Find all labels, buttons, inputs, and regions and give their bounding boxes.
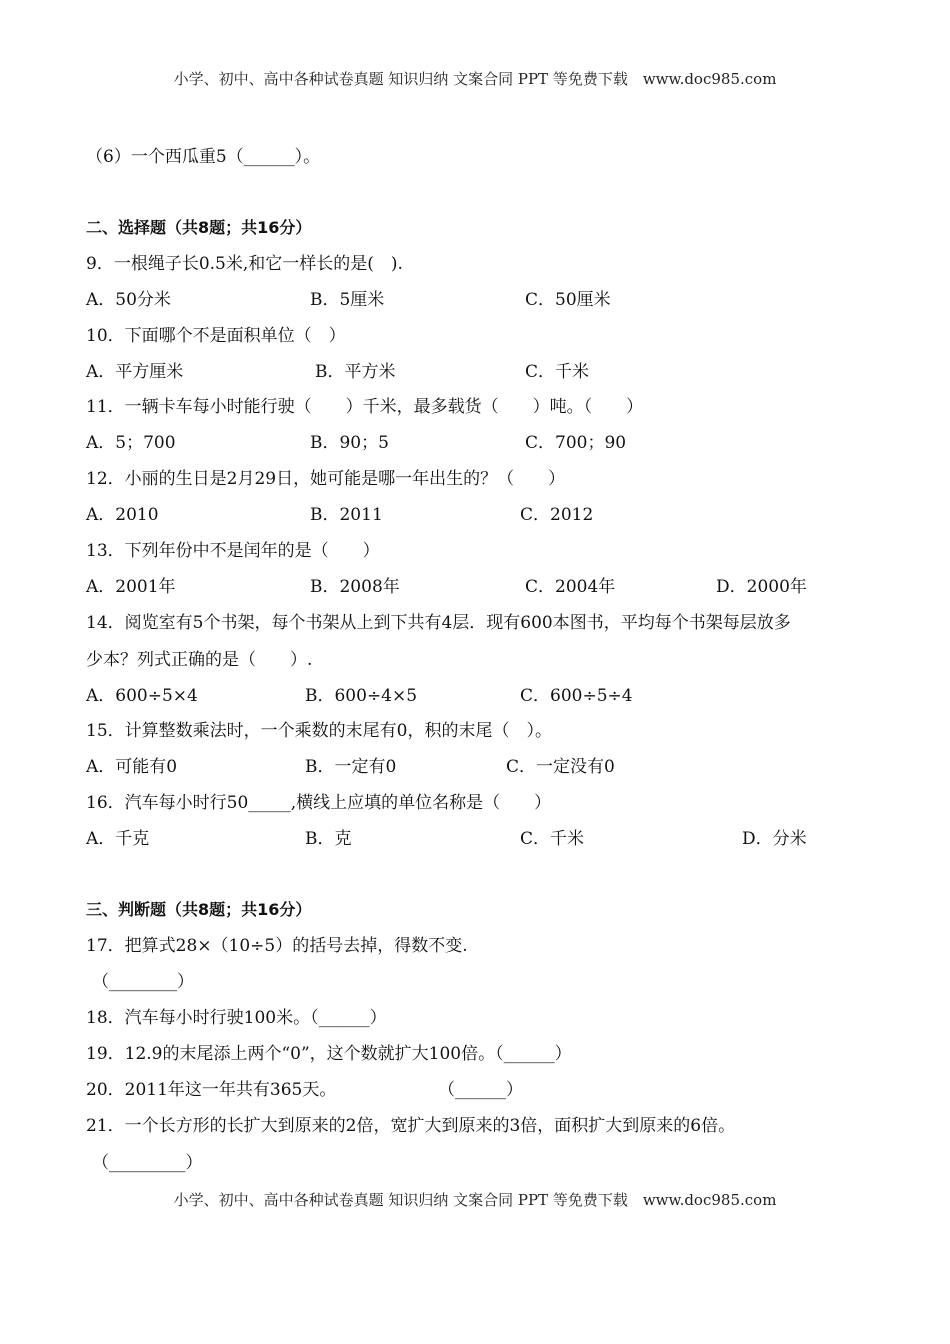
- q12-option-c: C．2012: [520, 505, 594, 525]
- page-footer: 小学、初中、高中各种试卷真题 知识归纳 文案合同 PPT 等免费下载 www.doc985.com: [173, 1191, 777, 1209]
- q15-option-a: A．可能有0: [86, 757, 178, 777]
- q14-option-c: C．600÷5÷4: [520, 686, 633, 706]
- q16-option-a: A．千克: [86, 829, 150, 849]
- q11-option-c: C．700；90: [525, 433, 627, 453]
- q13-option-d: D．2000年: [716, 577, 807, 597]
- question-12: 12．小丽的生日是2月29日，她可能是哪一年出生的？（ ）: [86, 469, 566, 489]
- q16-option-d: D．分米: [742, 829, 807, 849]
- question-14: 14．阅览室有5个书架，每个书架从上到下共有4层．现有600本图书，平均每个书架每层放多: [86, 613, 791, 633]
- q14-option-a: A．600÷5×4: [86, 686, 198, 706]
- judge-item-17: 17．把算式28×（10÷5）的括号去掉，得数不变.: [86, 936, 468, 956]
- q9-option-a: A．50分米: [86, 290, 171, 310]
- q10-option-b: B．平方米: [315, 362, 396, 382]
- judge-item-17-answer: （________）: [92, 972, 194, 992]
- q9-option-c: C．50厘米: [525, 290, 611, 310]
- q13-option-a: A．2001年: [86, 577, 176, 597]
- fill-item-6: （6）一个西瓜重5（______）。: [86, 147, 321, 167]
- page-header: 小学、初中、高中各种试卷真题 知识归纳 文案合同 PPT 等免费下载 www.doc985.com: [173, 70, 777, 88]
- question-10: 10．下面哪个不是面积单位（ ）: [86, 326, 346, 346]
- q15-option-c: C．一定没有0: [506, 757, 615, 777]
- judge-item-19: 19．12.9的末尾添上两个“0”，这个数就扩大100倍。（______）: [86, 1044, 572, 1064]
- question-16: 16．汽车每小时行50_____,横线上应填的单位名称是（ ）: [86, 793, 552, 813]
- question-9: 9．一根绳子长0.5米,和它一样长的是( ).: [86, 254, 403, 274]
- q13-option-c: C．2004年: [525, 577, 616, 597]
- section-3-title: 三、判断题（共8题；共16分）: [86, 900, 312, 919]
- q11-option-a: A．5；700: [86, 433, 176, 453]
- q10-option-c: C．千米: [525, 362, 590, 382]
- question-11: 11．一辆卡车每小时能行驶（ ）千米，最多载货（ ）吨。（ ）: [86, 397, 644, 417]
- q11-option-b: B．90；5: [310, 433, 389, 453]
- judge-item-18: 18．汽车每小时行驶100米。（______）: [86, 1008, 387, 1028]
- question-14-continued: 少本？列式正确的是（ ）.: [86, 650, 313, 670]
- q10-option-a: A．平方厘米: [86, 362, 184, 382]
- question-15: 15．计算整数乘法时，一个乘数的末尾有0，积的末尾（ ）。: [86, 721, 552, 741]
- q12-option-b: B．2011: [310, 505, 383, 525]
- judge-item-21-answer: （_________）: [92, 1153, 203, 1173]
- judge-item-20: 20．2011年这一年共有365天。: [86, 1080, 337, 1100]
- question-13: 13．下列年份中不是闰年的是（ ）: [86, 541, 380, 561]
- section-2-title: 二、选择题（共8题；共16分）: [86, 218, 312, 237]
- judge-item-20-answer: （______）: [438, 1080, 523, 1100]
- q9-option-b: B．5厘米: [310, 290, 385, 310]
- q12-option-a: A．2010: [86, 505, 159, 525]
- q14-option-b: B．600÷4×5: [305, 686, 418, 706]
- q16-option-b: B．克: [305, 829, 352, 849]
- q13-option-b: B．2008年: [310, 577, 400, 597]
- q16-option-c: C．千米: [520, 829, 585, 849]
- q15-option-b: B．一定有0: [305, 757, 397, 777]
- judge-item-21: 21．一个长方形的长扩大到原来的2倍，宽扩大到原来的3倍，面积扩大到原来的6倍。: [86, 1116, 736, 1136]
